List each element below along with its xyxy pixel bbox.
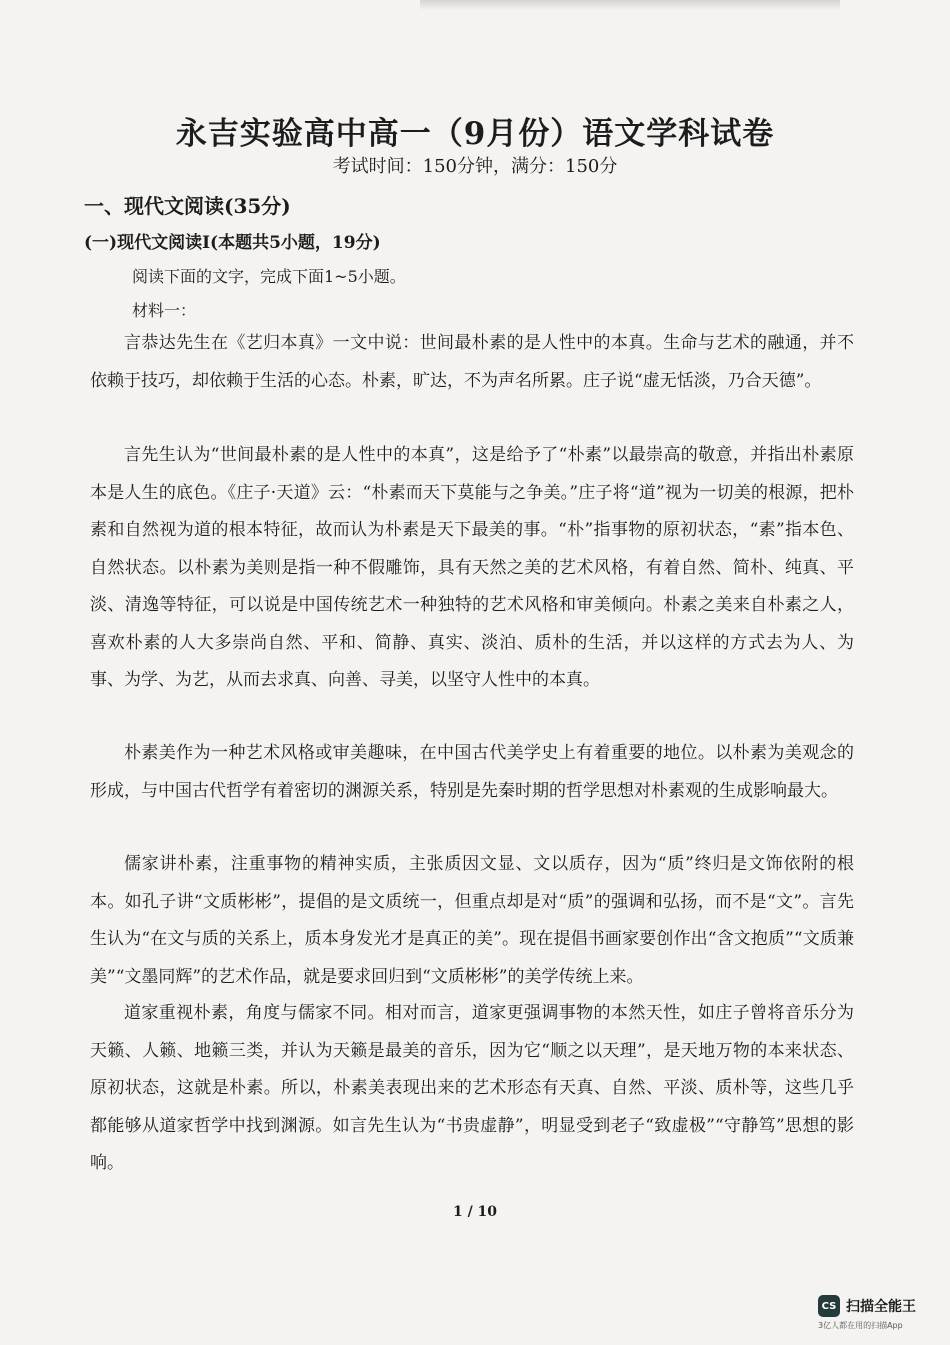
paragraph-5: 道家重视朴素，角度与儒家不同。相对而言，道家更强调事物的本然天性，如庄子曾将音乐分为天籁、人籁、地籁三类，并认为天籁是最美的音乐，因为它“顺之以天理”，是天地万物的本来状态、原初状态，这就是朴素。所以，朴素美表现出来的艺术形态有天真、自然、平淡、质朴等，这些几乎都能够从道家哲学中找到渊源。如言先生认为“书贵虚静”，明显受到老子“致虚极”“守静笃”思想的影响。 xyxy=(90,1003,854,1173)
reading-instruction: 阅读下面的文字，完成下面1~5小题。 xyxy=(132,267,406,286)
watermark-app-name: 扫描全能王 xyxy=(846,1299,916,1315)
subsection-heading: (一)现代文阅读Ⅰ(本题共5小题，19分) xyxy=(84,233,381,253)
exam-subtitle: 考试时间：150分钟，满分：150分 xyxy=(332,156,618,177)
scan-edge-shadow xyxy=(420,0,840,10)
exam-title: 永吉实验高中高一（9月份）语文学科试卷 xyxy=(175,116,775,152)
scanner-watermark xyxy=(818,1295,930,1331)
paragraph-3: 朴素美作为一种艺术风格或审美趣味，在中国古代美学史上有着重要的地位。以朴素为美观念的形成，与中国古代哲学有着密切的渊源关系，特别是先秦时期的哲学思想对朴素观的生成影响最大。 xyxy=(90,743,854,801)
paragraph-1: 言恭达先生在《艺归本真》一文中说：世间最朴素的是人性中的本真。生命与艺术的融通，并不依赖于技巧，却依赖于生活的心态。朴素，旷达，不为声名所累。庄子说“虚无恬淡，乃合天德”。 xyxy=(90,333,854,391)
page-number: 1 / 10 xyxy=(452,1204,498,1220)
watermark-tagline: 3亿人都在用的扫描App xyxy=(818,1321,903,1330)
material-label: 材料一： xyxy=(132,301,197,320)
section-heading: 一、现代文阅读(35分) xyxy=(84,194,291,218)
paragraph-4: 儒家讲朴素，注重事物的精神实质，主张质因文显、文以质存，因为“质”终归是文饰依附的根本。如孔子讲“文质彬彬”，提倡的是文质统一，但重点却是对“质”的强调和弘扬，而不是“文”。言先生认为“在文与质的关系上，质本身发光才是真正的美”。现在提倡书画家要创作出“含文抱质”“文质兼美”“文墨同辉”的艺术作品，就是要求回归到“文质彬彬”的美学传统上来。 xyxy=(90,854,854,987)
paragraph-2: 言先生认为“世间最朴素的是人性中的本真”，这是给予了“朴素”以最崇高的敬意，并指出朴素原本是人生的底色。《庄子·天道》云：“朴素而天下莫能与之争美。”庄子将“道”视为一切美的根源，把朴素和自然视为道的根本特征，故而认为朴素是天下最美的事。“朴”指事物的原初状态，“素”指本色、自然状态。以朴素为美则是指一种不假雕饰，具有天然之美的艺术风格，有着自然、简朴、纯真、平淡、清逸等特征，可以说是中国传统艺术一种独特的艺术风格和审美倾向。朴素之美来自朴素之人，喜欢朴素的人大多崇尚自然、平和、简静、真实、淡泊、质朴的生活，并以这样的方式去为人、为事、为学、为艺，从而去求真、向善、寻美，以坚守人性中的本真。 xyxy=(90,445,854,690)
camscanner-logo-icon: CS xyxy=(818,1295,840,1317)
